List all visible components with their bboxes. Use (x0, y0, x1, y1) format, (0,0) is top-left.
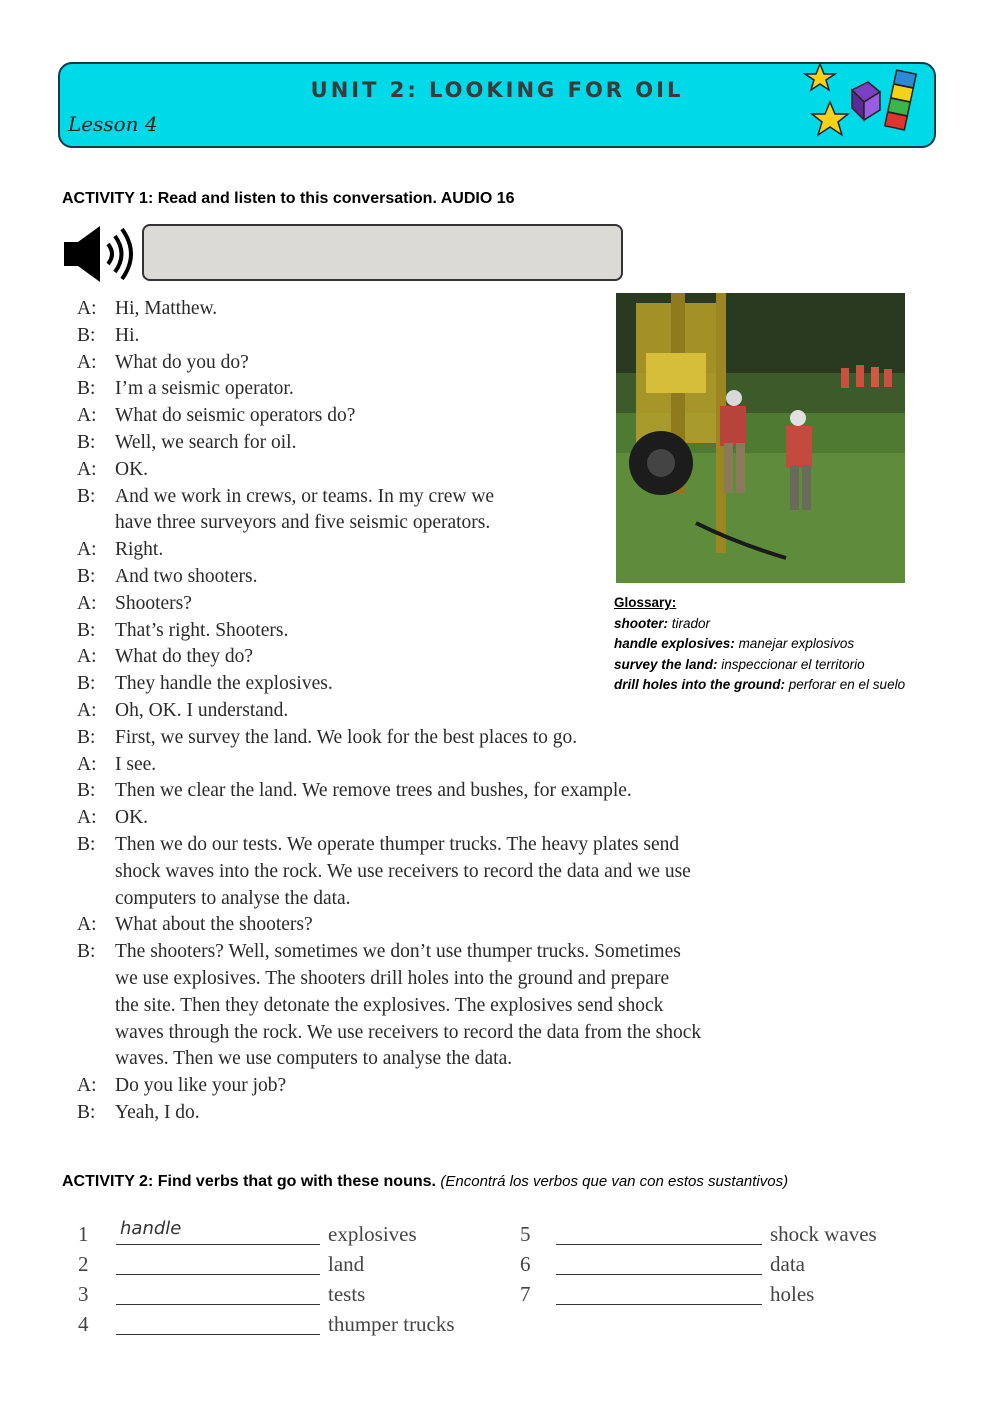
speaker-label: A: (77, 699, 97, 721)
speaker-label: A: (77, 405, 97, 427)
glossary-entry: drill holes into the ground: perforar en el suelo (614, 677, 906, 692)
dialogue-text: They handle the explosives. (115, 673, 333, 695)
activity2-title: ACTIVITY 2: Find verbs that go with these nouns. (Encontrá los verbos que van con estos sustantivos) (62, 1173, 789, 1190)
speaker-label: B: (77, 1101, 96, 1123)
dialogue-text: I see. (115, 753, 157, 775)
dialogue-text: OK. (115, 807, 149, 829)
dialogue-text: Do you like your job? (115, 1075, 287, 1097)
speaker-label (77, 966, 115, 993)
dialogue-text: waves. Then we use computers to analyse the data. (115, 1048, 513, 1070)
dialogue-line (77, 859, 877, 886)
dialogue-text: Oh, OK. I understand. (115, 699, 289, 721)
dialogue-text: And two shooters. (115, 565, 258, 587)
lesson-label: Lesson 4 (68, 112, 158, 136)
speaker-label: B: (77, 673, 96, 695)
dialogue-text: computers to analyse the data. (115, 887, 351, 909)
dialogue-text: The shooters? Well, sometimes we don’t use thumper trucks. Sometimes (115, 941, 681, 963)
dialogue-text: Yeah, I do. (115, 1101, 200, 1123)
answer-blank[interactable] (116, 1250, 320, 1275)
speaker-label (77, 1046, 115, 1073)
speaker-label: B: (77, 833, 96, 855)
glossary (614, 593, 984, 696)
dialogue-line (77, 1073, 877, 1100)
speaker-label: B: (77, 619, 96, 641)
dialogue-line (77, 886, 877, 913)
dialogue-text: What about the shooters? (115, 914, 313, 936)
dialogue-line (77, 832, 877, 859)
dialogue-text: OK. (115, 458, 149, 480)
dialogue-text: have three surveyors and five seismic operators. (115, 512, 491, 534)
dialogue-text: What do you do? (115, 351, 249, 373)
speaker-label: B: (77, 324, 96, 346)
dialogue-text: Then we do our tests. We operate thumper trucks. The heavy plates send (115, 833, 680, 855)
speaker-label: B: (77, 726, 96, 748)
dialogue-text: Well, we search for oil. (115, 431, 297, 453)
dialogue-line (77, 1020, 877, 1047)
speaker-label: B: (77, 378, 96, 400)
speaker-label: B: (77, 431, 96, 453)
dialogue-line (77, 939, 877, 966)
dialogue-text: Right. (115, 539, 164, 561)
dialogue-line (77, 993, 877, 1020)
glossary-entry: survey the land: inspeccionar el territorio (614, 656, 865, 672)
dialogue-line (77, 752, 877, 779)
dialogue-line (77, 912, 877, 939)
star-icon (812, 102, 848, 135)
oil-crew-photo (616, 293, 905, 583)
audio-player[interactable] (142, 224, 623, 281)
dialogue-text: What do they do? (115, 646, 254, 668)
speaker-label (77, 510, 115, 537)
glossary-heading: Glossary: (614, 595, 677, 610)
speaker-label: B: (77, 485, 96, 507)
dialogue-text: What do seismic operators do? (115, 405, 356, 427)
dialogue-text: That’s right. Shooters. (115, 619, 289, 641)
speaker-label: B: (77, 780, 96, 802)
dialogue-text: the site. Then they detonate the explosives. The explosives send shock (115, 994, 664, 1016)
dialogue-line (77, 966, 877, 993)
speaker-label: A: (77, 646, 97, 668)
activity1-title: ACTIVITY 1: Read and listen to this conversation. AUDIO 16 (62, 190, 515, 207)
dialogue-text: Then we clear the land. We remove trees and bushes, for example. (115, 780, 632, 802)
dialogue-text: And we work in crews, or teams. In my crew we (115, 485, 495, 507)
glossary-entry: handle explosives: manejar explosivos (614, 636, 855, 651)
dialogue-line (77, 805, 877, 832)
speaker-label: A: (77, 351, 97, 373)
unit-title: UNIT 2: LOOKING FOR OIL (310, 78, 684, 102)
dialogue-text: shock waves into the rock. We use receivers to record the data and we use (115, 860, 691, 882)
dialogue-line (77, 1100, 877, 1127)
speaker-label (77, 1020, 115, 1047)
speaker-label: A: (77, 298, 97, 319)
dialogue-line (77, 698, 877, 725)
dialogue-text: Hi. (115, 324, 140, 346)
speaker-label: B: (77, 941, 96, 963)
answer-blank[interactable] (556, 1220, 762, 1245)
blocks-icon (885, 70, 916, 130)
dialogue-text: Shooters? (115, 592, 192, 614)
dialogue-line (77, 1046, 877, 1073)
answer-blank[interactable] (556, 1280, 762, 1305)
speaker-label: A: (77, 592, 97, 614)
speaker-label: A: (77, 807, 97, 829)
dialogue-text: Hi, Matthew. (115, 298, 218, 319)
cube-icon (852, 82, 880, 120)
answer-blank[interactable] (556, 1250, 762, 1275)
speaker-label: A: (77, 458, 97, 480)
dialogue-line (77, 725, 877, 752)
glossary-entry: shooter: tirador (614, 615, 711, 631)
speaker-label (77, 993, 115, 1020)
speaker-label (77, 886, 115, 913)
speaker-label: B: (77, 565, 96, 587)
header-banner (58, 62, 936, 148)
answer-blank[interactable] (116, 1310, 320, 1335)
speaker-label: A: (77, 753, 97, 775)
speaker-label (77, 859, 115, 886)
star-icon (805, 64, 835, 90)
speaker-icon[interactable] (62, 224, 138, 284)
answer-blank[interactable] (116, 1280, 320, 1305)
speaker-label: A: (77, 539, 97, 561)
dialogue-text: First, we survey the land. We look for the best places to go. (115, 726, 578, 748)
dialogue-text: waves through the rock. We use receivers to record the data from the shock (115, 1021, 702, 1043)
dialogue-text: we use explosives. The shooters drill holes into the ground and prepare (115, 967, 670, 989)
answer-text: handle (120, 1218, 182, 1239)
dialogue-text: I’m a seismic operator. (115, 378, 294, 400)
speaker-label: A: (77, 1075, 97, 1097)
decoration-graphic (800, 62, 930, 142)
speaker-label: A: (77, 914, 97, 936)
dialogue-line (77, 778, 877, 805)
